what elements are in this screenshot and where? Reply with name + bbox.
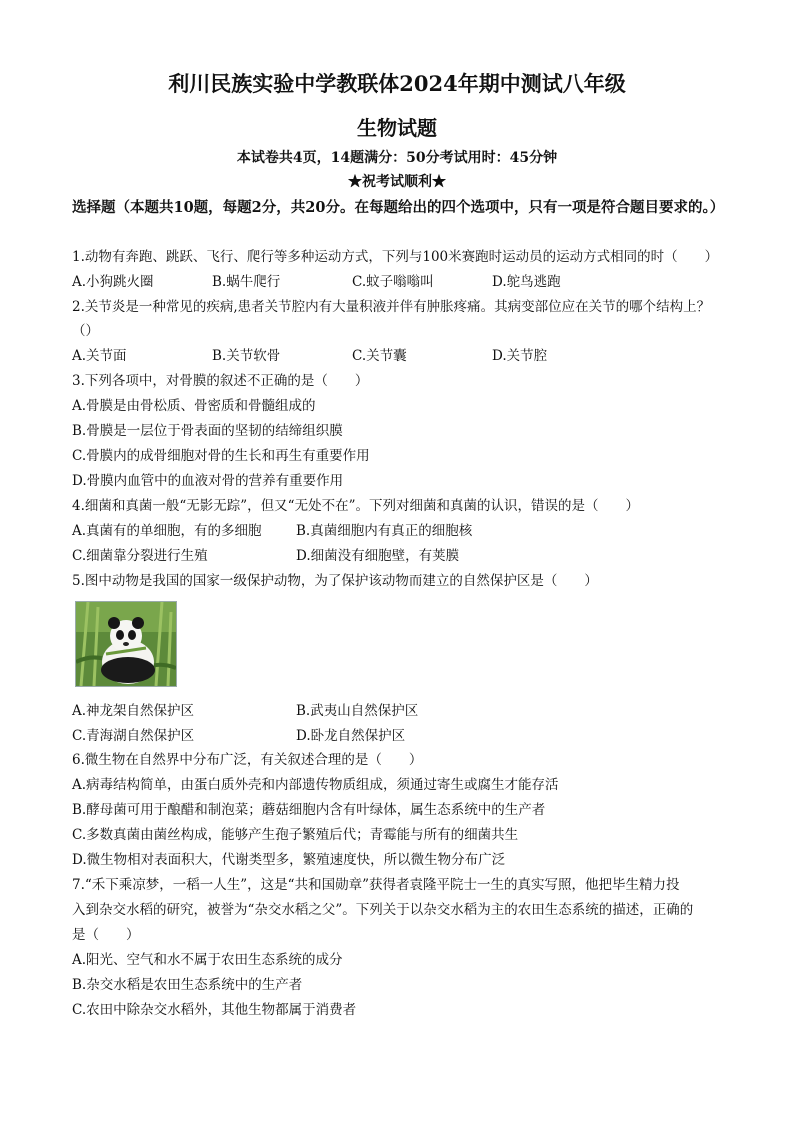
question-7-stem-cont-1: 入到杂交水稻的研究，被誉为“杂交水稻之父”。下列关于以杂交水稻为主的农田生态系统的描述，正确的	[72, 902, 694, 918]
question-6-option-a: A.病毒结构简单，由蛋白质外壳和内部遗传物质组成，须通过寄生或腐生才能存活	[72, 777, 559, 793]
question-5-stem: 5.图中动物是我国的国家一级保护动物，为了保护该动物而建立的自然保护区是（ ）	[72, 573, 598, 589]
question-1-option-b: B.蜗牛爬行	[212, 274, 281, 290]
question-4-stem: 4.细菌和真菌一般“无影无踪”，但又“无处不在”。下列对细菌和真菌的认识，错误的是（ ）	[72, 498, 639, 514]
question-5-option-a: A.神龙架自然保护区	[72, 703, 195, 719]
section-title: 选择题（本题共10题，每题2分，共20分。在每题给出的四个选项中，只有一项是符合题目要求的。）	[72, 199, 725, 216]
question-3-option-a: A.骨膜是由骨松质、骨密质和骨髓组成的	[72, 398, 316, 414]
question-6-option-c: C.多数真菌由菌丝构成，能够产生孢子繁殖后代；青霉能与所有的细菌共生	[72, 827, 519, 843]
question-7-option-b: B.杂交水稻是农田生态系统中的生产者	[72, 977, 303, 993]
question-5-option-d: D.卧龙自然保护区	[296, 728, 406, 744]
question-3-option-b: B.骨膜是一层位于骨表面的坚韧的结缔组织膜	[72, 423, 343, 439]
question-6-option-d: D.微生物相对表面积大，代谢类型多，繁殖速度快，所以微生物分布广泛	[72, 852, 506, 868]
question-1-option-a: A.小狗跳火圈	[72, 274, 154, 290]
question-2-stem-cont: （）	[72, 323, 99, 339]
question-5-option-c: C.青海湖自然保护区	[72, 728, 195, 744]
exam-title: 利川民族实验中学教联体2024年期中测试八年级	[168, 71, 626, 96]
subject-title: 生物试题	[357, 116, 437, 140]
question-7-stem-cont-2: 是（ ）	[72, 927, 140, 943]
question-6-option-b: B.酵母菌可用于酿醋和制泡菜；蘑菇细胞内含有叶绿体，属生态系统中的生产者	[72, 802, 546, 818]
question-3-option-d: D.骨膜内血管中的血液对骨的营养有重要作用	[72, 473, 344, 489]
question-1-stem: 1.动物有奔跑、跳跃、飞行、爬行等多种运动方式，下列与100米赛跑时运动员的运动方式相同的时（ ）	[72, 249, 719, 265]
exam-wish: ★祝考试顺利★	[348, 174, 446, 190]
question-1-option-d: D.鸵鸟逃跑	[492, 274, 561, 290]
question-2-option-d: D.关节腔	[492, 348, 548, 364]
question-2-option-c: C.关节囊	[352, 348, 407, 364]
exam-info: 本试卷共4页，14题满分：50分考试用时：45分钟	[236, 150, 558, 166]
question-4-option-c: C.细菌靠分裂进行生殖	[72, 548, 208, 564]
question-2-option-b: B.关节软骨	[212, 348, 281, 364]
question-3-option-c: C.骨膜内的成骨细胞对骨的生长和再生有重要作用	[72, 448, 370, 464]
question-5-option-b: B.武夷山自然保护区	[296, 703, 419, 719]
question-7-option-c: C.农田中除杂交水稻外，其他生物都属于消费者	[72, 1002, 357, 1018]
question-1-option-c: C.蚊子嗡嗡叫	[352, 274, 434, 290]
panda-illustration	[76, 602, 176, 686]
question-4-option-d: D.细菌没有细胞壁，有荚膜	[296, 548, 460, 564]
question-2-stem: 2.关节炎是一种常见的疾病,患者关节腔内有大量积液并伴有肿胀疼痛。其病变部位应在关节的哪个结构上？	[72, 299, 711, 315]
question-6-stem: 6.微生物在自然界中分布广泛，有关叙述合理的是（ ）	[72, 752, 423, 768]
question-3-stem: 3.下列各项中，对骨膜的叙述不正确的是（ ）	[72, 373, 369, 389]
question-4-option-a: A.真菌有的单细胞，有的多细胞	[72, 523, 262, 539]
question-2-option-a: A.关节面	[72, 348, 127, 364]
panda-image	[75, 601, 177, 687]
question-7-stem: 7.“禾下乘凉梦，一稻一人生”，这是“共和国勋章”获得者袁隆平院士一生的真实写照，他把毕生精力投	[72, 877, 680, 893]
question-7-option-a: A.阳光、空气和水不属于农田生态系统的成分	[72, 952, 343, 968]
question-4-option-b: B.真菌细胞内有真正的细胞核	[296, 523, 473, 539]
